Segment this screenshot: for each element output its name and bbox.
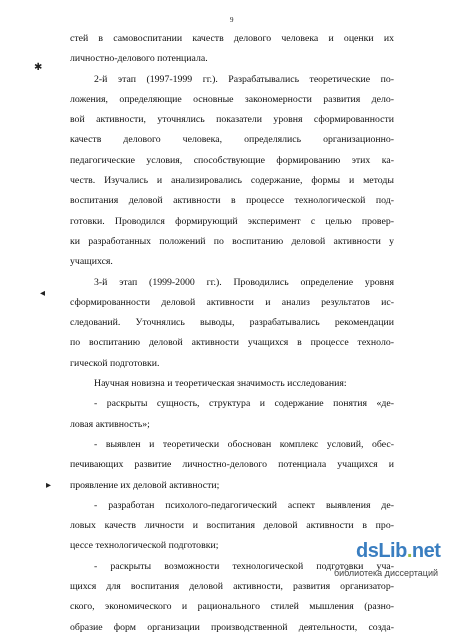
text-line: ского, экономического и рационального стилей мышления (разно- [70,601,394,613]
text-line: печивающих развитие личностно-делового потенциала учащихся и [70,459,394,471]
text-line: сформированности деловой активности и анализ результатов ис- [70,296,394,308]
watermark-brand-left: dsLib [356,540,407,562]
text-line: честв. Изучались и анализировались содержание, формы и методы [70,175,394,187]
text-line: личностно-делового потенциала. [70,53,208,65]
watermark-brand-right: net [411,540,441,562]
watermark-subtitle: библиотека диссертаций [334,568,439,578]
text-line: 2-й этап (1997-1999 гг.). Разрабатывались теоретические по- [94,73,394,85]
text-line: готовки. Проводился формирующий эксперимент с целью провер- [70,215,394,227]
text-line: образие форм организации производственной деятельности, созда- [70,621,394,633]
scan-mark-icon: ◂ [40,288,46,299]
text-line: по воспитанию деловой активности учащихся в процессе техноло- [70,337,394,349]
scan-mark-icon: ▸ [46,480,52,491]
text-line: ки разработанных положений по воспитанию деловой активности у [70,235,394,247]
watermark-brand-dot: . [406,540,412,562]
page-number: 9 [230,16,234,24]
text-line: Научная новизна и теоретическая значимость исследования: [94,378,347,390]
text-line: щихся для воспитания деловой активности, развития организатор- [70,581,394,593]
text-line: учащихся. [70,256,113,268]
text-line: - выявлен и теоретически обоснован комплекс условий, обес- [94,438,394,450]
text-line: ловых качеств личности и воспитания деловой активности в про- [70,520,394,532]
dslib-watermark-logo [334,540,450,582]
scan-mark-icon: ✱ [34,62,43,73]
text-line: воспитания деловой активности в процессе технологической под- [70,195,394,207]
text-line: гической подготовки. [70,357,160,369]
text-line: педагогические условия, способствующие формированию этих ка- [70,154,394,166]
text-line: 3-й этап (1999-2000 гг.). Проводились определение уровня [94,276,394,288]
text-line: - раскрыты сущность, структура и содержание понятия «де- [94,398,394,410]
text-line: - разработан психолого-педагогический аспект выявления де- [94,499,394,511]
text-line: стей в самовоспитании качеств делового человека и оценки их [70,33,394,44]
text-line: следований. Уточнялись выводы, разрабатывались рекомендации [70,317,394,329]
text-line: ложения, определяющие основные закономерности развития дело- [70,93,394,105]
text-line: ловая активность»; [70,418,150,430]
text-line: цессе технологической подготовки; [70,540,219,552]
text-line: вой активности, уточнялись показатели уровня сформированности [70,114,394,126]
text-line: проявление их деловой активности; [70,479,220,491]
text-line: - раскрыты возможности технологической подготовки уча- [94,560,394,572]
text-line: качеств делового человека, определялись организационно- [70,134,394,146]
